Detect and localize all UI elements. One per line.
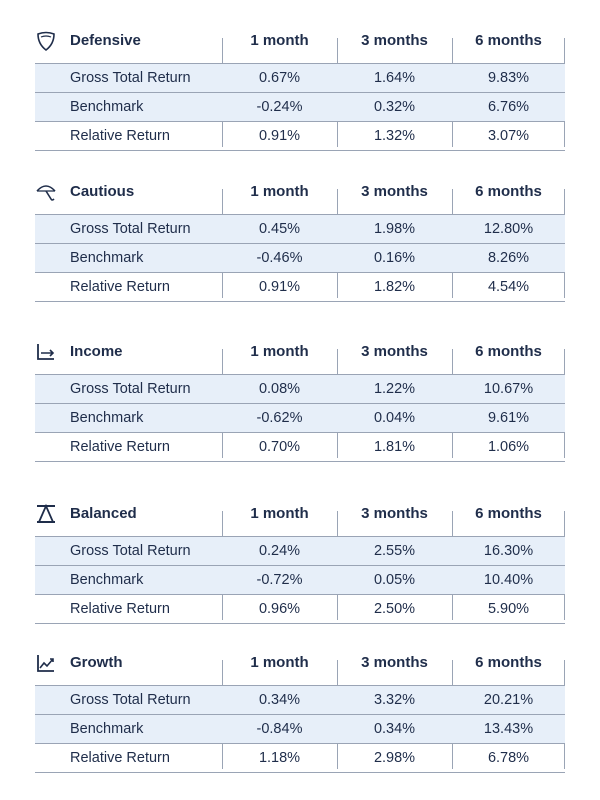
value-3m: 2.50% [373, 601, 416, 617]
value-6m: 6.76% [487, 99, 530, 115]
value-1m: 0.67% [258, 70, 301, 86]
table-row [35, 403, 565, 432]
umbrella-icon [35, 181, 57, 203]
value-6m: 1.06% [487, 439, 530, 455]
row-label: Benchmark [70, 721, 144, 737]
value-6m: 6.78% [487, 750, 530, 766]
value-1m: 0.24% [258, 543, 301, 559]
row-label: Benchmark [70, 250, 144, 266]
value-1m: 1.18% [258, 750, 301, 766]
row-label: Relative Return [70, 128, 170, 144]
table-row [35, 565, 565, 594]
table-title: Growth [70, 654, 123, 671]
row-label: Benchmark [70, 410, 144, 426]
col-header-6m: 6 months [475, 183, 542, 200]
value-1m: 0.45% [258, 221, 301, 237]
table-row [35, 685, 565, 714]
value-1m: 0.91% [258, 128, 301, 144]
value-1m: -0.62% [256, 410, 303, 426]
value-6m: 4.54% [487, 279, 530, 295]
value-1m: 0.34% [258, 692, 301, 708]
row-label: Gross Total Return [70, 381, 191, 397]
table-defensive [35, 26, 565, 151]
table-balanced [35, 499, 565, 624]
col-header-3m: 3 months [361, 343, 428, 360]
value-1m: -0.84% [256, 721, 303, 737]
table-row [35, 594, 565, 624]
row-label: Gross Total Return [70, 70, 191, 86]
col-header-1m: 1 month [250, 32, 309, 49]
col-header-3m: 3 months [361, 654, 428, 671]
value-3m: 1.22% [373, 381, 416, 397]
value-1m: -0.24% [256, 99, 303, 115]
value-6m: 13.43% [483, 721, 534, 737]
row-label: Benchmark [70, 572, 144, 588]
table-cautious [35, 177, 565, 302]
row-label: Benchmark [70, 99, 144, 115]
col-header-1m: 1 month [250, 505, 309, 522]
value-1m: 0.08% [258, 381, 301, 397]
value-6m: 5.90% [487, 601, 530, 617]
table-row [35, 743, 565, 773]
value-6m: 10.40% [483, 572, 534, 588]
value-3m: 2.55% [373, 543, 416, 559]
col-header-6m: 6 months [475, 343, 542, 360]
value-6m: 9.61% [487, 410, 530, 426]
value-3m: 0.32% [373, 99, 416, 115]
table-title: Income [70, 343, 123, 360]
value-1m: 0.70% [258, 439, 301, 455]
value-1m: 0.96% [258, 601, 301, 617]
value-1m: -0.72% [256, 572, 303, 588]
value-3m: 0.05% [373, 572, 416, 588]
table-row [35, 121, 565, 151]
col-header-3m: 3 months [361, 505, 428, 522]
table-income [35, 337, 565, 462]
table-row [35, 374, 565, 403]
value-3m: 1.32% [373, 128, 416, 144]
table-title: Cautious [70, 183, 135, 200]
value-6m: 20.21% [483, 692, 534, 708]
table-row [35, 272, 565, 302]
value-6m: 9.83% [487, 70, 530, 86]
income-arrow-icon [35, 341, 57, 363]
value-6m: 10.67% [483, 381, 534, 397]
table-title: Balanced [70, 505, 137, 522]
value-3m: 0.16% [373, 250, 416, 266]
value-3m: 3.32% [373, 692, 416, 708]
table-row [35, 243, 565, 272]
table-row [35, 214, 565, 243]
table-row [35, 63, 565, 92]
row-label: Relative Return [70, 439, 170, 455]
col-header-1m: 1 month [250, 343, 309, 360]
value-3m: 2.98% [373, 750, 416, 766]
value-6m: 12.80% [483, 221, 534, 237]
table-title: Defensive [70, 32, 141, 49]
balance-scale-icon [35, 503, 57, 525]
col-header-1m: 1 month [250, 183, 309, 200]
table-growth [35, 648, 565, 773]
value-6m: 16.30% [483, 543, 534, 559]
row-label: Gross Total Return [70, 692, 191, 708]
col-header-3m: 3 months [361, 32, 428, 49]
value-1m: -0.46% [256, 250, 303, 266]
value-6m: 3.07% [487, 128, 530, 144]
table-row [35, 714, 565, 743]
row-label: Relative Return [70, 601, 170, 617]
row-label: Relative Return [70, 750, 170, 766]
col-header-6m: 6 months [475, 32, 542, 49]
value-3m: 1.81% [373, 439, 416, 455]
table-row [35, 432, 565, 462]
table-row [35, 92, 565, 121]
row-label: Relative Return [70, 279, 170, 295]
value-3m: 0.34% [373, 721, 416, 737]
growth-chart-icon [35, 652, 57, 674]
table-row [35, 536, 565, 565]
row-label: Gross Total Return [70, 221, 191, 237]
value-1m: 0.91% [258, 279, 301, 295]
value-6m: 8.26% [487, 250, 530, 266]
value-3m: 1.64% [373, 70, 416, 86]
value-3m: 0.04% [373, 410, 416, 426]
col-header-6m: 6 months [475, 654, 542, 671]
value-3m: 1.98% [373, 221, 416, 237]
col-header-6m: 6 months [475, 505, 542, 522]
row-label: Gross Total Return [70, 543, 191, 559]
value-3m: 1.82% [373, 279, 416, 295]
shield-icon [35, 30, 57, 52]
col-header-1m: 1 month [250, 654, 309, 671]
col-header-3m: 3 months [361, 183, 428, 200]
